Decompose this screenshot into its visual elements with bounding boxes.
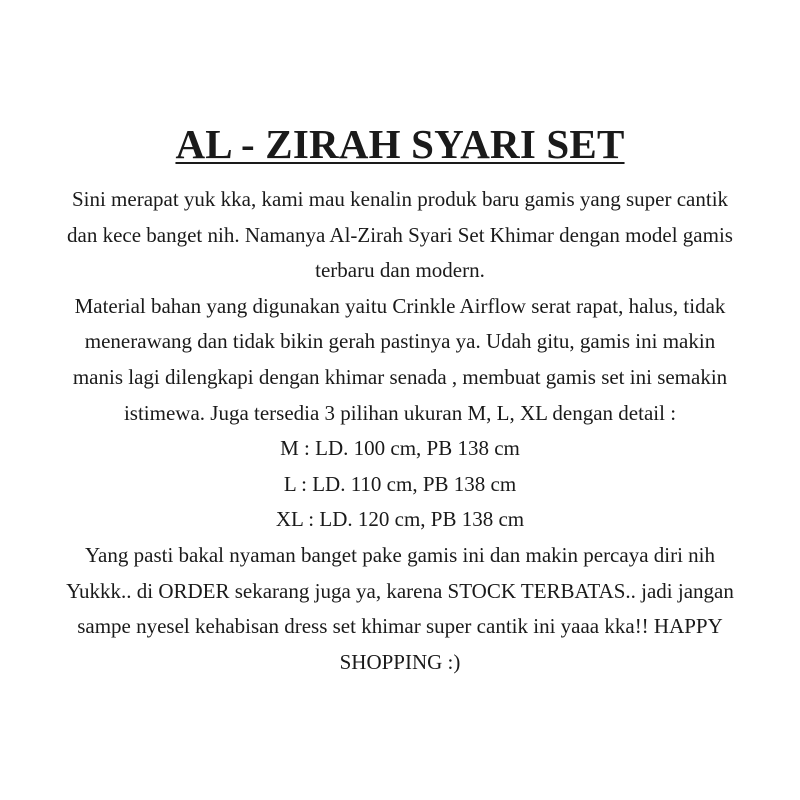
description-line-closing-3: sampe nyesel kehabisan dress set khimar super cantik ini yaaa kka!! HAPPY xyxy=(77,614,723,639)
description-line-intro-2: dan kece banget nih. Namanya Al-Zirah Syari Set Khimar dengan model gamis xyxy=(67,222,733,247)
description-line-closing-4: SHOPPING :) xyxy=(339,649,461,674)
product-description xyxy=(10,182,790,680)
description-line-material-1: Material bahan yang digunakan yaitu Crinkle Airflow serat rapat, halus, tidak xyxy=(74,293,726,318)
description-line-closing-2: Yukkk.. di ORDER sekarang juga ya, karena STOCK TERBATAS.. jadi jangan xyxy=(66,578,734,603)
description-line-intro-1: Sini merapat yuk kka, kami mau kenalin produk baru gamis yang super cantik xyxy=(71,187,729,211)
description-line-material-3: manis lagi dilengkapi dengan khimar senada , membuat gamis set ini semakin xyxy=(72,364,728,389)
description-line-intro-3: terbaru dan modern. xyxy=(315,258,485,283)
size-detail-xl: XL : LD. 120 cm, PB 138 cm xyxy=(275,507,525,532)
product-title: AL - ZIRAH SYARI SET xyxy=(175,121,625,167)
size-detail-l: L : LD. 110 cm, PB 138 cm xyxy=(283,471,517,496)
description-line-sizes-intro: istimewa. Juga tersedia 3 pilihan ukuran M, L, XL dengan detail : xyxy=(123,400,677,425)
description-line-material-2: menerawang dan tidak bikin gerah pastinya ya. Udah gitu, gamis ini makin xyxy=(84,329,716,354)
description-line-closing-1: Yang pasti bakal nyaman banget pake gamis ini dan makin percaya diri nih xyxy=(84,542,716,567)
size-detail-m: M : LD. 100 cm, PB 138 cm xyxy=(280,436,520,461)
